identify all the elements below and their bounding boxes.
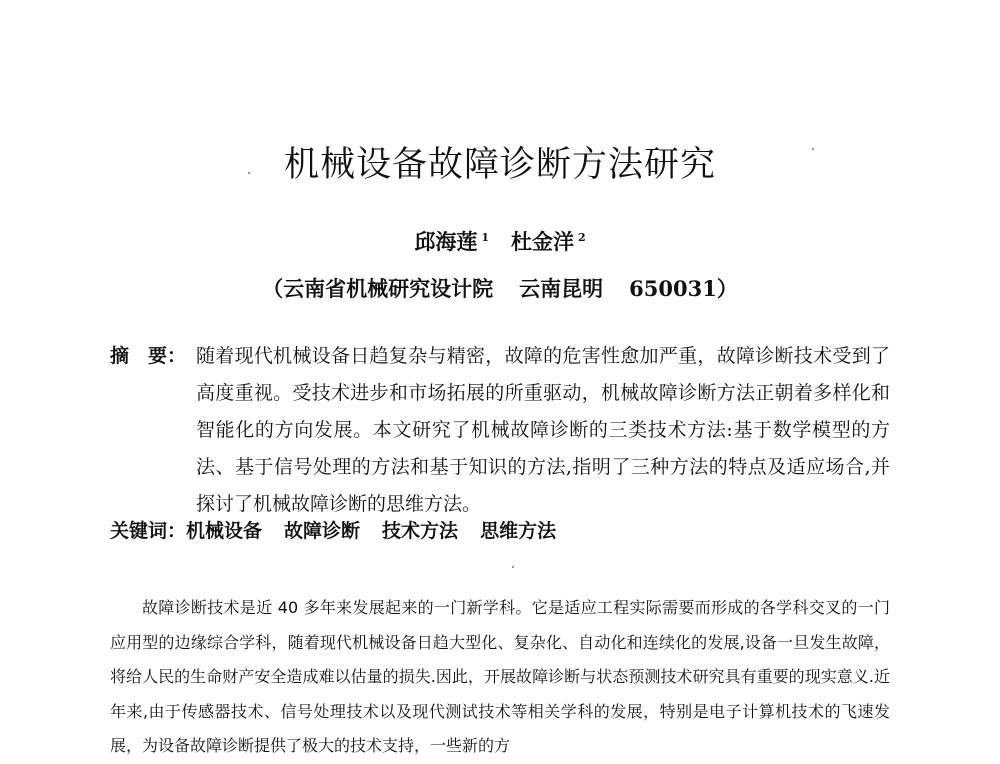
author-name: 杜金洋	[511, 229, 574, 254]
author-affiliation-mark: 2	[578, 231, 586, 244]
affiliation-open-paren: （	[262, 276, 284, 301]
keywords-line	[110, 516, 890, 546]
scan-speck	[812, 148, 814, 150]
scan-speck	[512, 566, 514, 568]
paper-title: 机械设备故障诊断方法研究	[283, 145, 716, 185]
abstract-label: 摘 要：	[110, 345, 187, 367]
keyword-item: 思维方法	[480, 520, 557, 542]
affiliation-postcode: 650031	[629, 276, 717, 301]
affiliation-close-paren: ）	[716, 276, 738, 301]
keyword-item: 故障诊断	[284, 520, 361, 542]
scan-speck	[248, 172, 250, 174]
author-name: 邱海莲	[414, 229, 478, 254]
abstract-block	[110, 338, 890, 523]
keyword-item: 机械设备	[186, 520, 263, 542]
affiliation-city: 云南昆明	[519, 276, 604, 301]
affiliation-institute: 云南省机械研究设计院	[283, 276, 494, 301]
affiliation-line	[0, 273, 1000, 303]
keyword-item: 技术方法	[382, 520, 459, 542]
author-affiliation-mark: 1	[481, 231, 489, 244]
author-line	[0, 226, 1000, 256]
keywords-label: 关键词：	[110, 520, 187, 542]
body-paragraph: 故障诊断技术是近 40 多年来发展起来的一门新学科。它是适应工程实际需要而形成的各学科交叉的一门应用型的边缘综合学科，随着现代机械设备日趋大型化、复杂化、自动化和连续化的发展,设备一旦发生故障，将给人民的生命财产安全造成难以估量的损失.因此，开展故障诊断与状态预测技术研究具有重要的现实意义.近年来,由于传感器技术、信号处理技术以及现代测试技术等相关学科的发展，特别是电子计算机技术的飞速发展，为设备故障诊断提供了极大的技术支持，一些新的方	[110, 598, 890, 755]
abstract-text: 随着现代机械设备日趋复杂与精密，故障的危害性愈加严重，故障诊断技术受到了高度重视。受技术进步和市场拓展的所重驱动，机械故障诊断方法正朝着多样化和智能化的方向发展。本文研究了机械故障诊断的三类技术方法:基于数学模型的方法、基于信号处理的方法和基于知识的方法,指明了三种方法的特点及适应场合,并探讨了机械故障诊断的思维方法。	[196, 345, 890, 515]
